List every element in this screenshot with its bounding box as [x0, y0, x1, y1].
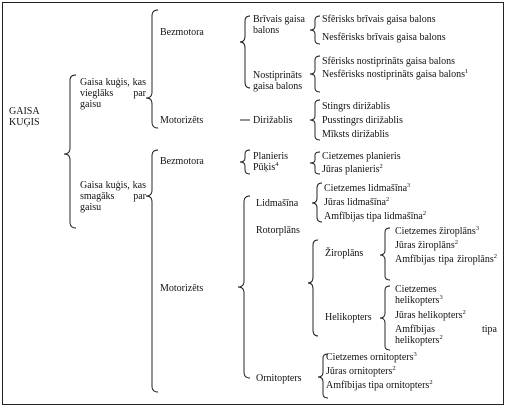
- heavier-powered-label: Motorizēts: [160, 283, 204, 294]
- bracket-gyroplane: [380, 228, 390, 280]
- leaf-helicopter-3-text: Amfībijas tipa helikopters: [395, 324, 497, 346]
- leaf-airship-3: Mīksts dirižablis: [322, 129, 389, 140]
- bracket-rotorcraft: [308, 240, 318, 336]
- bracket-airship: [310, 100, 320, 140]
- heavier-than-air-label: Gaisa kuģis, kas smagāks par gaisu: [80, 180, 146, 213]
- heavier-unpowered-label: Bezmotora: [160, 156, 204, 167]
- leaf-ornithopter-2-text: Jūras ornitopters: [326, 366, 393, 377]
- leaf-helicopter-2: [395, 310, 466, 321]
- leaf-helicopter-1-footnote: 3: [439, 294, 443, 301]
- bracket-heavier: [146, 150, 158, 392]
- ornithopter-label: Ornitopters: [256, 373, 302, 384]
- bracket-heavier-powered: [238, 196, 250, 378]
- glider-label: Planieris: [253, 151, 288, 162]
- leaf-helicopter-1: [395, 284, 455, 306]
- leaf-aeroplane-1-footnote: 3: [407, 182, 411, 189]
- tethered-balloon-label: Nostiprināts gaisa balons: [253, 70, 303, 92]
- leaf-ornithopter-3-footnote: 2: [429, 379, 433, 386]
- kite-label: [253, 162, 278, 173]
- rotorcraft-label: Rotorplāns: [256, 225, 300, 236]
- leaf-aeroplane-1: [324, 183, 410, 194]
- bracket-lighter-unpowered: [240, 16, 250, 88]
- lighter-than-air-label: Gaisa kuģis, kas vieglāks par gaisu: [80, 77, 146, 110]
- bracket-root: [64, 75, 76, 228]
- leaf-ornithopter-3-text: Amfībijas tipa ornitopters: [326, 380, 430, 391]
- leaf-airship-2: Pusstingrs dirižablis: [322, 115, 403, 126]
- leaf-aeroplane-3-footnote: 2: [422, 210, 427, 217]
- leaf-glider-2: [322, 164, 383, 175]
- bracket-heavier-unpowered: [240, 150, 250, 174]
- root-label: GAISA KUĢIS: [9, 106, 40, 128]
- leaf-free-balloon-1: Sfērisks brīvais gaisa balons: [322, 14, 436, 25]
- leaf-gyroplane-1: [395, 226, 479, 237]
- leaf-tethered-2-text: Nesfērisks nostiprināts gaisa balons: [322, 69, 466, 80]
- leaf-aeroplane-3: [324, 211, 426, 222]
- kite-footnote: 4: [275, 161, 279, 168]
- bracket-aeroplane: [312, 183, 322, 222]
- leaf-glider-1: Cietzemes planieris: [322, 151, 401, 162]
- leaf-aeroplane-2-text: Jūras lidmašīna: [324, 197, 386, 208]
- leaf-free-balloon-2: Nesfērisks brīvais gaisa balons: [322, 32, 446, 43]
- airship-label: Dirižablis: [253, 115, 293, 126]
- leaf-gyroplane-2: [395, 240, 458, 251]
- leaf-helicopter-3-footnote: 2: [439, 334, 443, 341]
- leaf-aeroplane-2-footnote: 2: [385, 196, 390, 203]
- leaf-helicopter-2-footnote: 2: [462, 309, 466, 316]
- leaf-tethered-2-footnote: 1: [465, 68, 469, 75]
- bracket-glider: [310, 152, 320, 174]
- aeroplane-label: Lidmašīna: [256, 198, 299, 209]
- leaf-helicopter-1-text: Cietzemes helikopters: [395, 284, 440, 306]
- kite-text: Pūķis: [253, 162, 276, 173]
- lighter-unpowered-label: Bezmotora: [160, 27, 204, 38]
- leaf-gyroplane-3-text: Amfībijas tipa žiroplāns: [395, 254, 494, 265]
- helicopter-label: Helikopters: [325, 312, 372, 323]
- leaf-helicopter-2-text: Jūras helikopters: [395, 310, 463, 321]
- leaf-gyroplane-1-footnote: 3: [475, 225, 480, 232]
- leaf-gyroplane-3-footnote: 2: [493, 253, 497, 260]
- leaf-ornithopter-1-footnote: 3: [413, 351, 417, 358]
- leaf-tethered-1: Sfērisks nostiprināts gaisa balons: [322, 56, 456, 67]
- leaf-aeroplane-3-text: Amfībijas tipa lidmašīna: [324, 211, 423, 222]
- leaf-gyroplane-2-footnote: 2: [454, 239, 458, 246]
- leaf-aeroplane-1-text: Cietzemes lidmašīna: [324, 183, 408, 194]
- leaf-glider-2-footnote: 2: [379, 163, 383, 170]
- leaf-aeroplane-2: [324, 197, 389, 208]
- leaf-gyroplane-2-text: Jūras žiroplāns: [395, 240, 455, 251]
- leaf-gyroplane-3: [395, 254, 497, 265]
- leaf-glider-2-text: Jūras planieris: [322, 164, 380, 175]
- leaf-ornithopter-2: [326, 366, 396, 377]
- leaf-ornithopter-1-text: Cietzemes ornitopters: [326, 352, 414, 363]
- bracket-helicopter: [380, 286, 390, 350]
- leaf-ornithopter-2-footnote: 2: [392, 365, 396, 372]
- leaf-ornithopter-3: [326, 380, 433, 391]
- leaf-helicopter-3: [395, 324, 497, 346]
- gyroplane-label: Žiroplāns: [325, 248, 364, 259]
- leaf-tethered-2: [322, 69, 480, 80]
- leaf-airship-1: Stingrs dirižablis: [322, 101, 391, 112]
- bracket-tethered: [310, 56, 320, 92]
- lighter-powered-label: Motorizēts: [160, 115, 204, 126]
- free-balloon-label: Brīvais gaisa balons: [253, 14, 305, 36]
- leaf-gyroplane-1-text: Cietzemes žiroplāns: [395, 226, 476, 237]
- bracket-lighter: [146, 10, 158, 128]
- bracket-free-balloon: [310, 16, 320, 44]
- leaf-ornithopter-1: [326, 352, 417, 363]
